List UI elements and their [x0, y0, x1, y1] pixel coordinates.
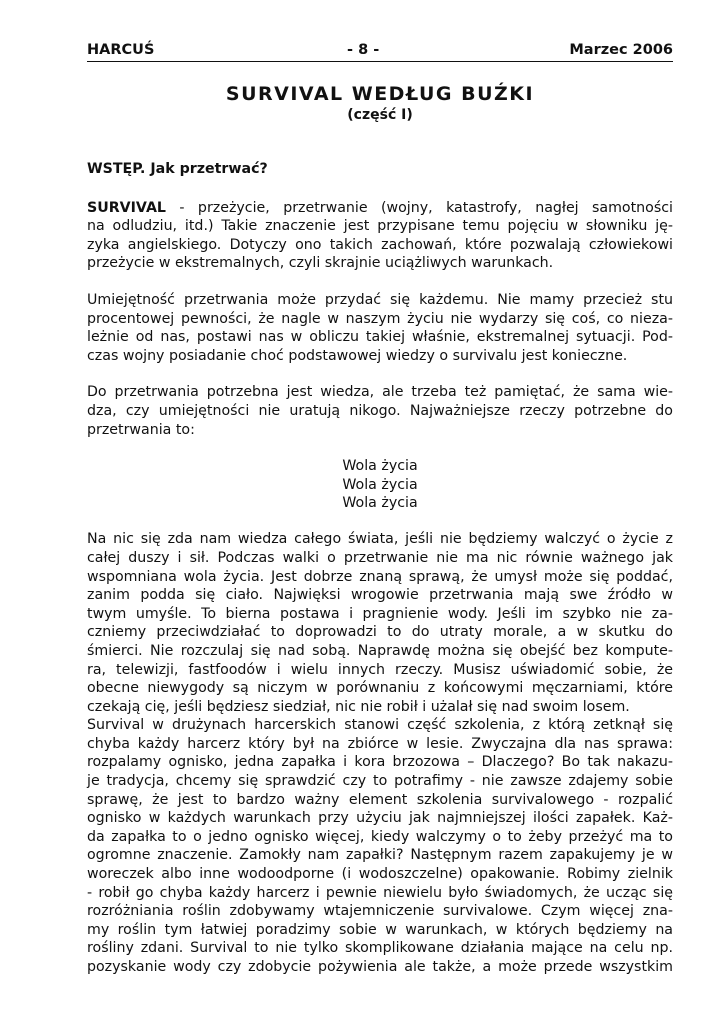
paragraph-knowledge: Do przetrwania potrzebna jest wiedza, ale trzeba też pamiętać, że sama wie- dza, czy umiejętności nie uratują nikogo. Najważniejsze rzeczy potrzebne do przetrwania to: [87, 384, 673, 438]
page-header [87, 40, 673, 62]
will-to-live-list [87, 457, 673, 512]
paragraph-skill: Umiejętność przetrwania może przydać się każdemu. Nie mamy przecież stu procentowej pewności, że nagle w naszym życiu nie wydarzy się coś, co nieza- leżnie od nas, postawi nas w obliczu takiej właśnie, ekstremalnej sytuacji. Pod- czas wojny posiadanie choć podstawowej wiedzy o survivalu jest konieczne. [87, 291, 673, 364]
article-title: SURVIVAL WEDŁUG BUŹKI [225, 83, 535, 105]
section-heading: WSTĘP. Jak przetrwać? [87, 161, 268, 177]
article-subtitle: (część I) [347, 107, 413, 123]
document-page [87, 40, 673, 977]
term-survival: SURVIVAL [87, 199, 166, 216]
header-issue-date: Marzec 2006 [569, 42, 673, 58]
paragraph-main: Na nic się zda nam wiedza całego świata, jeśli nie będziemy walczyć o życie z całej duszy i sił. Podczas walki o przetrwanie nie ma nic równie ważnego jak wspomniana wola życia. Jest dobrze znaną sprawą, że umysł może się poddać, zanim podda się ciało. Najwięksi wrogowie przetrwania mają swe źródło w twym umyśle. To bierna postawa i pragnienie wody. Jeśli im szybko nie za- czniemy przeciwdziałać to doprowadzi to do utraty morale, a w skutku do śmierci. Nie rozczulaj się nad sobą. Naprawdę można się obejść bez kompute- ra, telewizji, fastfoodów i wielu innych rzeczy. Musisz uświadomić sobie, że obecne niewygody są niczym w porównaniu z końcowymi męczarniami, które czekają cię, jeśli będziesz siedział, nic nie robił i użalał się nad swoim losem. Survival w drużynach harcerskich stanowi część szkolenia, z którą zetknął się chyba każdy harcerz który był na zbiórce w lesie. Zwyczajna dla nas sprawa: rozpalamy ognisko, jedna zapałka i kora brzozowa – Dlaczego? Bo tak nakazu- je tradycja, chcemy się sprawdzić czy to potrafimy - nie zawsze zdajemy sobie sprawę, że jest to bardzo ważny element szkolenia survivalowego - rozpalić ognisko w każdych warunkach przy użyciu jak najmniejszej ilości zapałek. Każ- da zapałka to o jedno ognisko więcej, kiedy walczymy o to żeby przeżyć ma to ogromne znaczenie. Zamokły nam zapałki? Następnym razem zapakujemy je w woreczek albo inne wodoodporne (i wodoszczelne) opakowanie. Robimy zielnik - robił go chyba każdy harcerz i pewnie niewielu było świadomych, że ucząc się rozróżniania roślin zdobywamy wtajemniczenie survivalowe. Czym więcej zna- my roślin tym łatwiej poradzimy sobie w warunkach, w których będziemy na rośliny zdani. Survival to nie tylko skomplikowane działania mające na celu np. pozyskanie wody czy zdobycie pożywienia ale także, a może przede wszystkim [87, 531, 673, 975]
list-item: Wola życia [342, 476, 418, 493]
paragraph-definition: SURVIVAL - przeżycie, przetrwanie (wojny, katastrofy, nagłej samotności na odludziu, itd.) Takie znaczenie jest przypisane temu pojęciu w słowniku ję- zyka angielskiego. Dotyczy ono takich zachowań, które pozwalają człowiekowi przeżycie w ekstremalnych, czyli skrajnie uciążliwych warunkach. [87, 199, 673, 272]
list-item: Wola życia [342, 494, 418, 511]
header-magazine-name: HARCUŚ [87, 42, 155, 58]
header-page-number: - 8 - [347, 42, 380, 58]
list-item: Wola życia [342, 458, 418, 475]
